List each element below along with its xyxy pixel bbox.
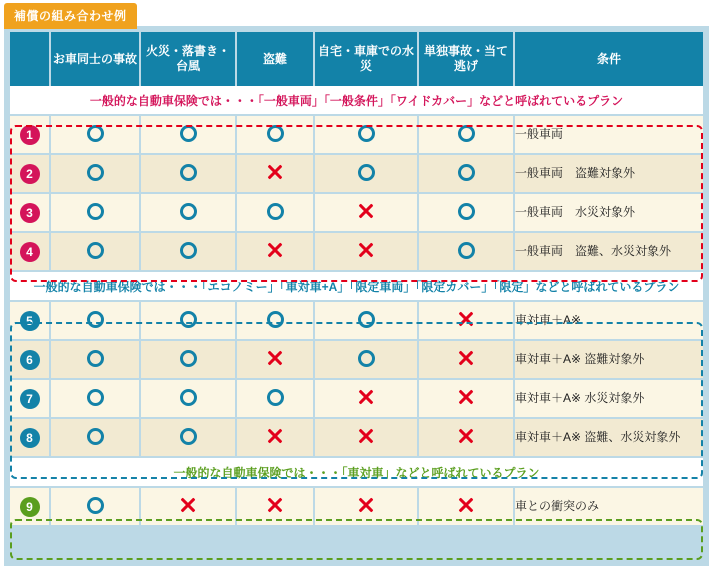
mark-cross (357, 202, 375, 220)
mark-circle (180, 311, 197, 328)
coverage-cell-2 (140, 232, 236, 271)
table-row (10, 301, 703, 340)
coverage-cell-3 (236, 379, 314, 418)
mark-circle (267, 203, 284, 220)
mark-cross (266, 349, 284, 367)
banner-row (10, 457, 703, 487)
coverage-cell-2 (140, 193, 236, 232)
mark-cross (266, 427, 284, 445)
mark-circle (358, 164, 375, 181)
row-number-badge: 5 (20, 311, 40, 331)
row-number-cell (10, 418, 50, 457)
row-number-cell (10, 232, 50, 271)
coverage-cell-5 (418, 193, 514, 232)
coverage-cell-1 (50, 232, 140, 271)
coverage-cell-1 (50, 301, 140, 340)
mark-cross (357, 427, 375, 445)
table-header (10, 32, 703, 86)
table-row (10, 193, 703, 232)
mark-cross (357, 388, 375, 406)
coverage-cell-1 (50, 340, 140, 379)
mark-circle (458, 164, 475, 181)
header-cell-car-collision: お車同士の事故 (50, 32, 140, 86)
mark-circle (87, 350, 104, 367)
mark-cross (457, 496, 475, 514)
mark-circle (87, 242, 104, 259)
coverage-cell-4 (314, 301, 418, 340)
coverage-cell-2 (140, 115, 236, 154)
mark-circle (358, 350, 375, 367)
mark-cross (266, 241, 284, 259)
table-row (10, 154, 703, 193)
condition-cell: 一般車両 盗難対象外 (514, 154, 703, 193)
mark-cross (357, 496, 375, 514)
mark-cross (457, 310, 475, 328)
coverage-cell-1 (50, 487, 140, 526)
mark-circle (267, 389, 284, 406)
mark-circle (458, 203, 475, 220)
row-number-badge: 6 (20, 350, 40, 370)
table-panel (4, 26, 709, 566)
banner-3: 一般的な自動車保険では・・・「車対車」などと呼ばれているプラン (10, 457, 703, 487)
condition-cell: 一般車両 水災対象外 (514, 193, 703, 232)
header-cell-single-accident-hit-and-run: 単独事故・当て逃げ (418, 32, 514, 86)
condition-cell: 車対車＋A※ 盗難対象外 (514, 340, 703, 379)
row-number-cell (10, 487, 50, 526)
header-cell-theft: 盗難 (236, 32, 314, 86)
mark-cross (266, 496, 284, 514)
mark-circle (267, 311, 284, 328)
coverage-cell-2 (140, 154, 236, 193)
figure-title-tab: 補償の組み合わせ例 (4, 3, 137, 29)
coverage-cell-5 (418, 301, 514, 340)
mark-cross (357, 241, 375, 259)
mark-cross (457, 349, 475, 367)
condition-cell: 車対車＋A※ 盗難、水災対象外 (514, 418, 703, 457)
coverage-cell-5 (418, 115, 514, 154)
coverage-cell-2 (140, 340, 236, 379)
mark-cross (457, 427, 475, 445)
condition-cell: 車対車＋A※ (514, 301, 703, 340)
coverage-cell-3 (236, 115, 314, 154)
mark-circle (87, 203, 104, 220)
mark-circle (358, 311, 375, 328)
coverage-cell-4 (314, 418, 418, 457)
coverage-cell-2 (140, 379, 236, 418)
table-row (10, 418, 703, 457)
row-number-badge: 8 (20, 428, 40, 448)
mark-circle (358, 125, 375, 142)
mark-circle (180, 242, 197, 259)
coverage-cell-5 (418, 418, 514, 457)
row-number-cell (10, 193, 50, 232)
table-body (10, 86, 703, 526)
coverage-cell-1 (50, 115, 140, 154)
coverage-cell-4 (314, 154, 418, 193)
row-number-cell (10, 379, 50, 418)
coverage-cell-5 (418, 154, 514, 193)
mark-circle (180, 428, 197, 445)
banner-row (10, 271, 703, 301)
header-cell-fire-graffiti-typhoon: 火災・落書き・台風 (140, 32, 236, 86)
mark-circle (180, 350, 197, 367)
coverage-cell-5 (418, 232, 514, 271)
mark-cross (457, 388, 475, 406)
coverage-cell-5 (418, 487, 514, 526)
mark-circle (180, 203, 197, 220)
condition-cell: 車との衝突のみ (514, 487, 703, 526)
mark-circle (458, 125, 475, 142)
row-number-badge: 1 (20, 125, 40, 145)
condition-cell: 一般車両 (514, 115, 703, 154)
coverage-cell-4 (314, 340, 418, 379)
header-cell-condition: 条件 (514, 32, 703, 86)
coverage-cell-4 (314, 193, 418, 232)
mark-circle (87, 428, 104, 445)
coverage-cell-1 (50, 418, 140, 457)
mark-circle (267, 125, 284, 142)
table-row (10, 232, 703, 271)
coverage-cell-4 (314, 487, 418, 526)
header-cell-flood-at-home: 自宅・車庫での水災 (314, 32, 418, 86)
header-cell-number (10, 32, 50, 86)
row-number-cell (10, 115, 50, 154)
coverage-cell-1 (50, 154, 140, 193)
banner-row (10, 86, 703, 115)
mark-circle (87, 125, 104, 142)
row-number-cell (10, 154, 50, 193)
coverage-cell-3 (236, 418, 314, 457)
table-row (10, 487, 703, 526)
coverage-cell-3 (236, 487, 314, 526)
mark-circle (458, 242, 475, 259)
coverage-cell-4 (314, 379, 418, 418)
mark-circle (87, 389, 104, 406)
row-number-cell (10, 301, 50, 340)
coverage-cell-2 (140, 418, 236, 457)
coverage-cell-3 (236, 301, 314, 340)
coverage-cell-5 (418, 340, 514, 379)
coverage-cell-5 (418, 379, 514, 418)
coverage-cell-3 (236, 232, 314, 271)
mark-cross (266, 163, 284, 181)
row-number-badge: 4 (20, 242, 40, 262)
header-row (10, 32, 703, 86)
row-number-cell (10, 340, 50, 379)
condition-cell: 一般車両 盗難、水災対象外 (514, 232, 703, 271)
banner-1: 一般的な自動車保険では・・・「一般車両」「一般条件」「ワイドカバー」などと呼ばれているプラン (10, 86, 703, 115)
row-number-badge: 9 (20, 497, 40, 517)
coverage-cell-2 (140, 301, 236, 340)
coverage-cell-4 (314, 115, 418, 154)
mark-cross (179, 496, 197, 514)
coverage-table (10, 32, 703, 527)
coverage-cell-3 (236, 154, 314, 193)
row-number-badge: 3 (20, 203, 40, 223)
table-row (10, 340, 703, 379)
condition-cell: 車対車＋A※ 水災対象外 (514, 379, 703, 418)
banner-2: 一般的な自動車保険では・・・「エコノミー」「車対車+A」「限定車両」「限定カバー」「限定」などと呼ばれているプラン (10, 271, 703, 301)
mark-circle (87, 164, 104, 181)
coverage-cell-1 (50, 193, 140, 232)
mark-circle (87, 311, 104, 328)
coverage-cell-3 (236, 193, 314, 232)
mark-circle (180, 389, 197, 406)
mark-circle (180, 125, 197, 142)
row-number-badge: 7 (20, 389, 40, 409)
table-row (10, 115, 703, 154)
mark-circle (180, 164, 197, 181)
table-row (10, 379, 703, 418)
row-number-badge: 2 (20, 164, 40, 184)
coverage-cell-3 (236, 340, 314, 379)
coverage-cell-2 (140, 487, 236, 526)
coverage-cell-4 (314, 232, 418, 271)
coverage-cell-1 (50, 379, 140, 418)
mark-circle (87, 497, 104, 514)
